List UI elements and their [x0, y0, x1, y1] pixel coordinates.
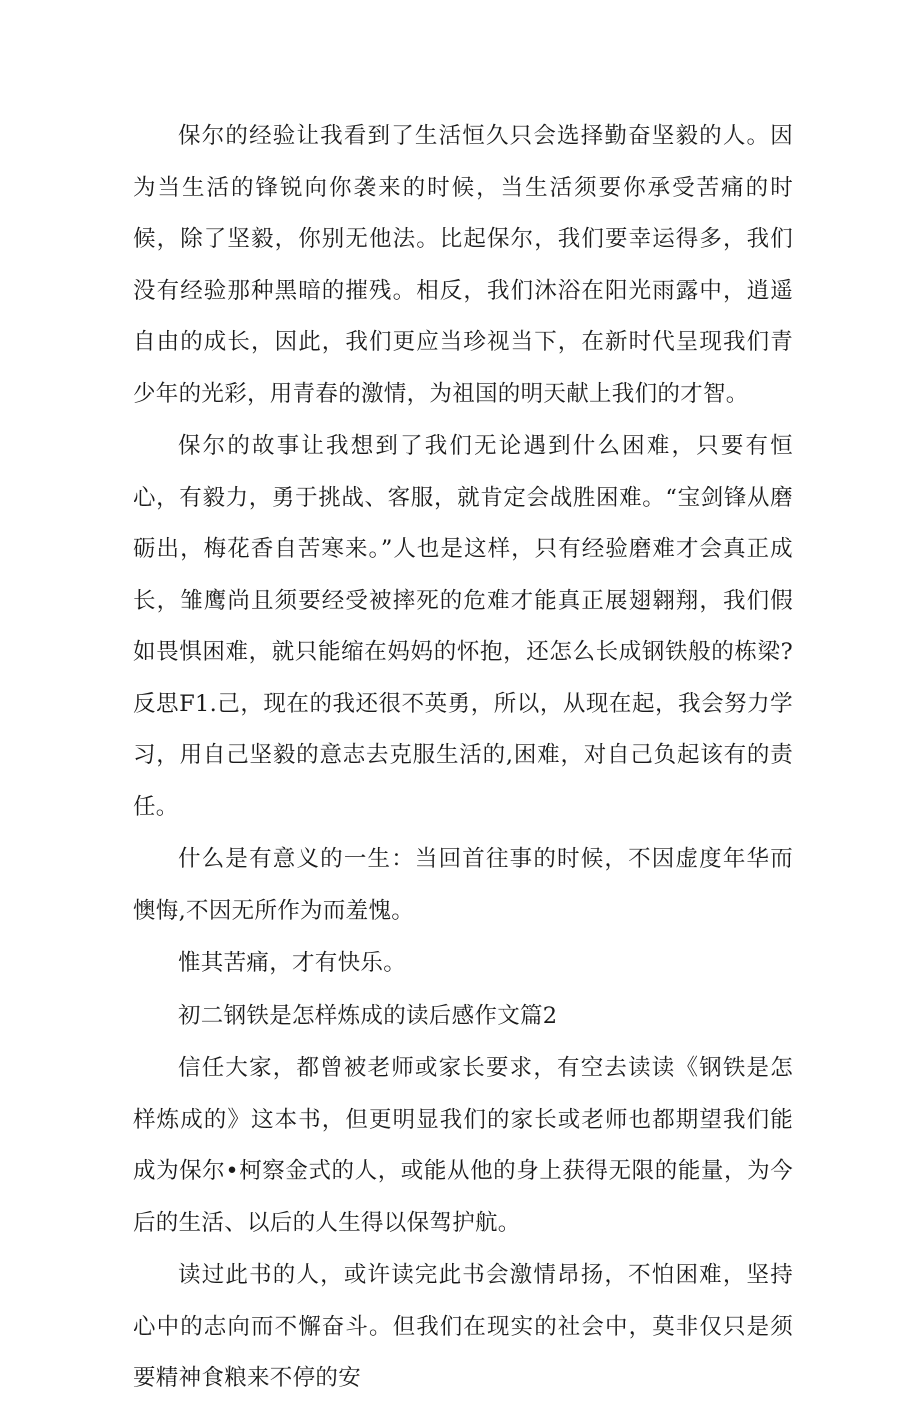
- paragraph-1: 保尔的经验让我看到了生活恒久只会选择勤奋坚毅的人。因为当生活的锋锐向你袭来的时候，当生活须要你承受苦痛的时候，除了坚毅，你别无他法。比起保尔，我们要幸运得多，我们没有经验那种黑暗的摧残。相反，我们沐浴在阳光雨露中，逍遥自由的成长，因此，我们更应当珍视当下，在新时代呈现我们青少年的光彩，用青春的激情，为祖国的明天献上我们的才智。: [133, 123, 793, 407]
- document-body: [133, 111, 793, 1406]
- paragraph-5: 信任大家，都曾被老师或家长要求，有空去读读《钢铁是怎样炼成的》这本书，但更明显我们的家长或老师也都期望我们能成为保尔•柯察金式的人，或能从他的身上获得无限的能量，为今后的生活、以后的人生得以保驾护航。: [133, 1055, 793, 1236]
- paragraph-2: 保尔的故事让我想到了我们无论遇到什么困难，只要有恒心，有毅力，勇于挑战、客服，就肯定会战胜困难。“宝剑锋从磨砺出，梅花香自苦寒来。”人也是这样，只有经验磨难才会真正成长，雏鹰尚且须要经受被摔死的危难才能真正展翅翱翔，我们假如畏惧困难，就只能缩在妈妈的怀抱，还怎么长成钢铁般的栋梁?反思F1.己，现在的我还很不英勇，所以，从现在起，我会努力学习，用自己坚毅的意志去克服生活的,困难，对自己负起该有的责任。: [133, 433, 793, 820]
- paragraph-4: 惟其苦痛，才有快乐。: [178, 950, 407, 976]
- paragraph-3: 什么是有意义的一生：当回首往事的时候，不因虚度年华而懊悔,不因无所作为而羞愧。: [133, 846, 793, 924]
- paragraph-6: 读过此书的人，或许读完此书会激情昂扬，不怕困难，坚持心中的志向而不懈奋斗。但我们在现实的社会中，莫非仅只是须要精神食粮来不停的安: [133, 1262, 793, 1391]
- section-heading: 初二钢铁是怎样炼成的读后感作文篇2: [178, 1002, 558, 1029]
